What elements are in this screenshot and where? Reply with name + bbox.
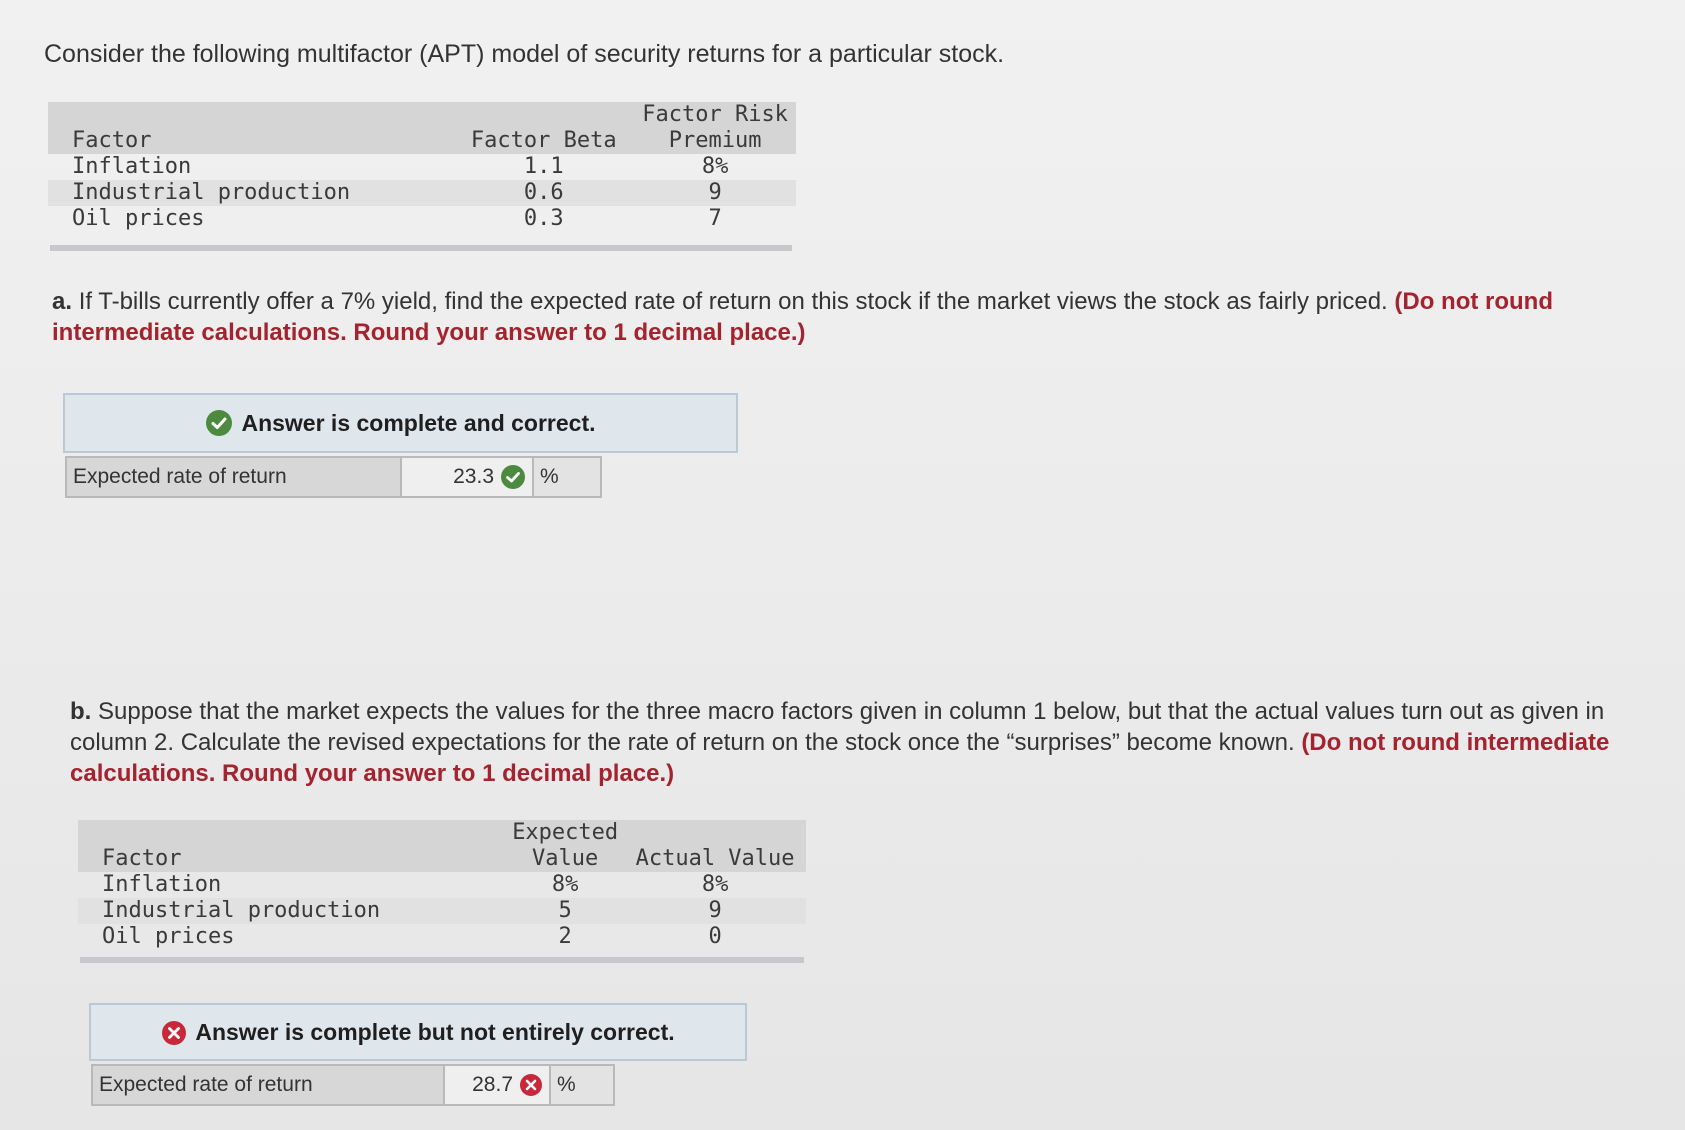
factor-beta: 0.3 bbox=[523, 206, 564, 231]
problem-intro: Consider the following multifactor (APT) model of security returns for a particular stock. bbox=[44, 40, 1005, 68]
table-row bbox=[48, 154, 796, 180]
check-circle-icon bbox=[205, 409, 233, 438]
header-expected-line2: Value bbox=[532, 846, 599, 871]
factor-name: Inflation bbox=[102, 872, 222, 897]
status-banner-correct bbox=[63, 393, 738, 453]
answer-value: 23.3 bbox=[453, 465, 494, 488]
factor-surprise-table bbox=[78, 820, 806, 950]
header-risk-premium-line1: Factor Risk bbox=[642, 102, 788, 127]
answer-row-b bbox=[91, 1064, 615, 1106]
factor-beta-table bbox=[48, 102, 796, 232]
table-row bbox=[78, 898, 806, 924]
question-b bbox=[70, 696, 1610, 789]
actual-value: 8% bbox=[701, 872, 729, 897]
answer-input[interactable] bbox=[402, 458, 534, 496]
status-text: Answer is complete and correct. bbox=[241, 409, 596, 436]
header-expected-value bbox=[506, 820, 624, 872]
table-header-row bbox=[78, 820, 806, 872]
question-a-text: If T-bills currently offer a 7% yield, find the expected rate of return on this stock if the market views the stock as fairly priced. bbox=[78, 288, 1388, 315]
actual-value: 9 bbox=[708, 898, 722, 923]
status-banner-incorrect bbox=[89, 1003, 747, 1061]
risk-premium: 7 bbox=[708, 206, 722, 231]
risk-premium: 9 bbox=[708, 180, 722, 205]
table-row bbox=[78, 924, 806, 950]
x-circle-icon bbox=[519, 1073, 543, 1097]
expected-value: 8% bbox=[551, 872, 579, 897]
header-actual-value: Actual Value bbox=[635, 846, 795, 871]
x-circle-icon bbox=[161, 1018, 187, 1046]
status-text: Answer is complete but not entirely correct. bbox=[195, 1018, 675, 1045]
answer-value: 28.7 bbox=[472, 1073, 513, 1096]
expected-value: 5 bbox=[558, 898, 572, 923]
answer-label: Expected rate of return bbox=[67, 458, 402, 496]
actual-value: 0 bbox=[708, 924, 722, 949]
table-bottom-rule bbox=[50, 245, 792, 251]
question-b-text: Suppose that the market expects the values for the three macro factors given in column 1 below, but that the actual values turn out as given in column 2. Calculate the revised expectations for the rate of return on the stock once the “surprises” become known. bbox=[70, 698, 1605, 756]
table-row bbox=[48, 206, 796, 232]
header-risk-premium-line2: Premium bbox=[668, 128, 762, 153]
question-a-label: a. bbox=[52, 288, 73, 315]
factor-beta: 0.6 bbox=[523, 180, 564, 205]
header-factor-beta: Factor Beta bbox=[470, 128, 617, 153]
risk-premium: 8% bbox=[701, 154, 729, 179]
question-b-note: (Do not round intermediate calculations. Round your answer to 1 decimal place.) bbox=[70, 729, 1610, 787]
factor-name: Inflation bbox=[72, 154, 192, 179]
header-expected-line1: Expected bbox=[512, 820, 619, 845]
answer-unit: % bbox=[551, 1066, 613, 1104]
question-a-note: (Do not round intermediate calculations. Round your answer to 1 decimal place.) bbox=[52, 288, 1554, 346]
question-b-label: b. bbox=[70, 698, 92, 725]
answer-label: Expected rate of return bbox=[93, 1066, 445, 1104]
table-bottom-rule bbox=[80, 957, 804, 963]
header-factor: Factor bbox=[72, 128, 152, 153]
factor-name: Industrial production bbox=[72, 180, 351, 205]
table-row bbox=[48, 180, 796, 206]
header-factor: Factor bbox=[102, 846, 182, 871]
factor-name: Industrial production bbox=[102, 898, 381, 923]
answer-input[interactable] bbox=[445, 1066, 551, 1104]
check-circle-icon bbox=[500, 464, 526, 490]
header-risk-premium bbox=[634, 102, 796, 154]
table-header-row bbox=[48, 102, 796, 154]
answer-row-a bbox=[65, 456, 602, 498]
factor-name: Oil prices bbox=[102, 924, 235, 949]
factor-beta: 1.1 bbox=[523, 154, 564, 179]
expected-value: 2 bbox=[558, 924, 572, 949]
factor-name: Oil prices bbox=[72, 206, 205, 231]
table-row bbox=[78, 872, 806, 898]
question-a bbox=[52, 286, 1612, 348]
answer-unit: % bbox=[534, 458, 600, 496]
